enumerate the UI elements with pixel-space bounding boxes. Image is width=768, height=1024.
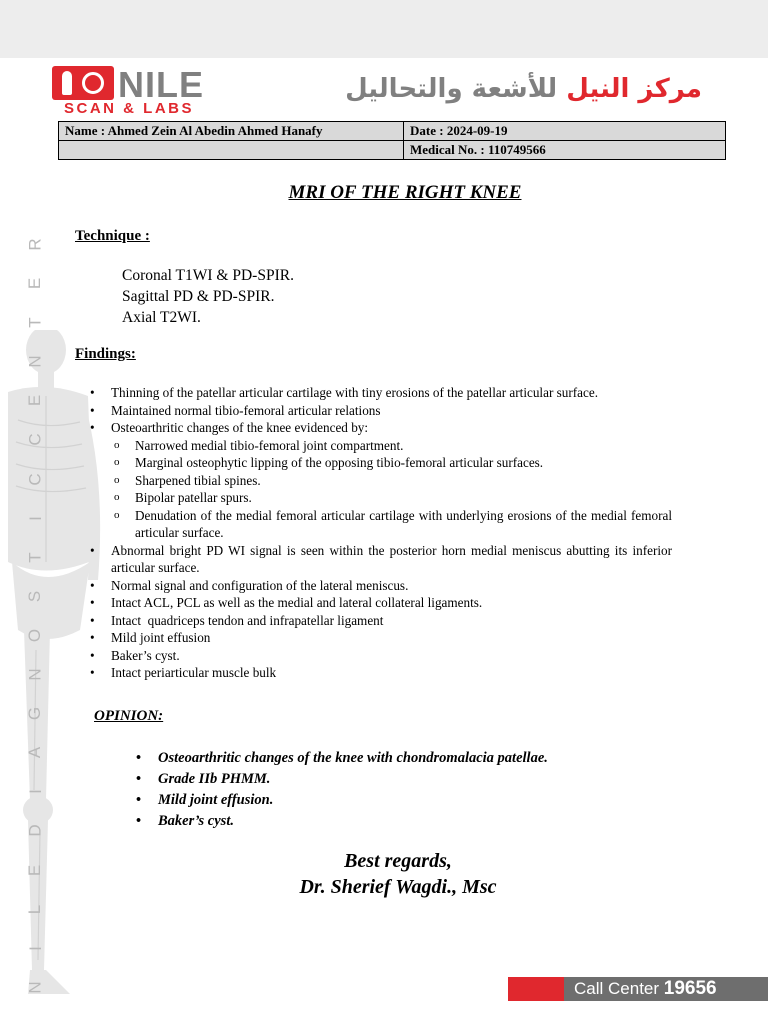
watermark-letter: E <box>25 277 45 290</box>
finding-subitem <box>90 507 672 542</box>
finding-subtext: Sharpened tibial spines. <box>135 472 261 488</box>
bullet-icon: • <box>90 665 95 680</box>
finding-item <box>90 594 672 612</box>
finding-item <box>90 647 672 665</box>
watermark-letter: E <box>25 395 45 407</box>
watermark-letter: A <box>25 747 45 759</box>
circle-bullet-icon: o <box>114 456 120 468</box>
circle-bullet-icon: o <box>114 438 120 451</box>
watermark-letter: T <box>25 317 45 328</box>
finding-text: Intact periarticular muscle bulk <box>111 665 277 680</box>
regards-text: Best regards, <box>344 850 452 872</box>
finding-item <box>90 664 672 682</box>
finding-subitem <box>90 437 672 455</box>
arabic-name-red: مركز النيل <box>566 74 702 104</box>
circle-bullet-icon: o <box>114 473 120 486</box>
finding-item <box>90 542 672 577</box>
call-center-number: 19656 <box>663 978 717 999</box>
finding-text: Thinning of the patellar articular cartilage with tiny erosions of the patellar articular surface. <box>111 385 599 400</box>
opinion-item <box>136 769 696 790</box>
finding-item <box>90 419 672 437</box>
opinion-list <box>136 748 696 832</box>
watermark-letter: O <box>25 628 45 643</box>
watermark-letter: I <box>25 789 45 795</box>
doctor-name: Dr. Sherief Wagdi., Msc <box>299 876 497 898</box>
report-date: Date : 2024-09-19 <box>404 122 726 141</box>
arabic-center-name <box>345 74 702 104</box>
watermark-letter: I <box>25 515 45 521</box>
findings-list <box>90 384 672 682</box>
logo-subtitle: SCAN & LABS <box>64 100 195 117</box>
finding-text: Normal signal and configuration of the lateral meniscus. <box>111 577 409 593</box>
bullet-icon: • <box>136 813 142 829</box>
watermark-letter: T <box>25 552 45 563</box>
finding-subitem <box>90 489 672 507</box>
finding-subtext: Marginal osteophytic lipping of the opposing tibio-femoral articular surfaces. <box>135 455 544 470</box>
call-center-label: Call Center <box>574 979 660 998</box>
watermark-letter: N <box>25 355 45 368</box>
finding-text: Osteoarthritic changes of the knee evidenced by: <box>111 420 369 435</box>
finding-text: Baker’s cyst. <box>111 647 180 663</box>
opinion-text: Osteoarthritic changes of the knee with chondromalacia patellae. <box>158 750 548 766</box>
opinion-text: Baker’s cyst. <box>158 813 234 829</box>
watermark-letter: C <box>25 472 45 486</box>
watermark-letter: L <box>25 904 45 914</box>
finding-text: Intact ACL, PCL as well as the medial and lateral collateral ligaments. <box>111 595 483 610</box>
bullet-icon: • <box>90 647 95 663</box>
bullet-icon: • <box>136 771 142 787</box>
bullet-icon: • <box>90 577 95 593</box>
nile-logo <box>52 66 222 118</box>
finding-item <box>90 629 672 647</box>
header-band <box>0 0 768 58</box>
watermark-letter: D <box>25 824 45 838</box>
finding-text: Intact quadriceps tendon and infrapatellar ligament <box>111 612 384 628</box>
finding-item <box>90 402 672 420</box>
medical-number: Medical No. : 110749566 <box>404 141 726 160</box>
bullet-icon: • <box>90 402 95 418</box>
logo-name: NILE <box>118 64 205 105</box>
bullet-icon: • <box>90 612 95 628</box>
watermark-letter: G <box>25 707 45 721</box>
bullet-icon: • <box>90 542 95 558</box>
finding-text: Maintained normal tibio-femoral articular relations <box>111 402 381 418</box>
finding-item <box>90 384 672 402</box>
bullet-icon: • <box>136 750 142 766</box>
opinion-heading: OPINION: <box>94 708 164 724</box>
finding-subtext: Denudation of the medial femoral articular cartilage with underlying erosions of the medial femoral articular surface. <box>135 507 672 540</box>
finding-item <box>90 577 672 595</box>
finding-text: Abnormal bright PD WI signal is seen within the posterior horn medial meniscus abutting its inferior articular surface. <box>111 542 672 575</box>
call-center-accent <box>508 977 564 1001</box>
signature-block <box>0 848 768 900</box>
technique-item: Coronal T1WI & PD-SPIR. <box>122 267 294 284</box>
finding-text: Mild joint effusion <box>111 630 211 645</box>
arabic-name-gray: للأشعة والتحاليل <box>345 74 558 104</box>
empty-cell <box>59 141 404 160</box>
technique-heading: Technique : <box>75 228 150 244</box>
logo-mark-icon <box>52 66 114 100</box>
opinion-text: Grade IIb PHMM. <box>158 771 271 787</box>
technique-list <box>122 265 294 328</box>
opinion-text: Mild joint effusion. <box>158 792 274 808</box>
bullet-icon: • <box>90 595 95 610</box>
finding-subtext: Bipolar patellar spurs. <box>135 490 252 505</box>
watermark-letter: N <box>25 981 45 994</box>
findings-heading: Findings: <box>75 346 136 362</box>
finding-subtext: Narrowed medial tibio-femoral joint compartment. <box>135 437 404 453</box>
bullet-icon: • <box>136 792 142 808</box>
watermark-letter: I <box>25 945 45 951</box>
call-center-banner <box>508 977 768 1001</box>
bullet-icon: • <box>90 630 95 645</box>
circle-bullet-icon: o <box>114 491 120 503</box>
finding-subitem <box>90 454 672 472</box>
patient-info-table <box>58 121 726 160</box>
bullet-icon: • <box>90 385 95 400</box>
opinion-item <box>136 811 696 832</box>
watermark-letter: C <box>25 433 45 447</box>
technique-item: Axial T2WI. <box>122 309 201 326</box>
opinion-item <box>136 748 696 769</box>
watermark-letter: S <box>25 590 45 603</box>
call-center-box <box>564 977 768 1001</box>
finding-item <box>90 612 672 630</box>
circle-bullet-icon: o <box>114 508 120 521</box>
technique-item: Sagittal PD & PD-SPIR. <box>122 288 275 305</box>
watermark-letter: N <box>25 668 45 681</box>
opinion-item <box>136 790 696 811</box>
report-title: MRI OF THE RIGHT KNEE <box>288 182 522 203</box>
watermark-letter: E <box>25 864 45 876</box>
watermark-letter: R <box>25 238 45 251</box>
finding-subitem <box>90 472 672 490</box>
bullet-icon: • <box>90 420 95 435</box>
patient-name: Name : Ahmed Zein Al Abedin Ahmed Hanafy <box>59 122 404 141</box>
